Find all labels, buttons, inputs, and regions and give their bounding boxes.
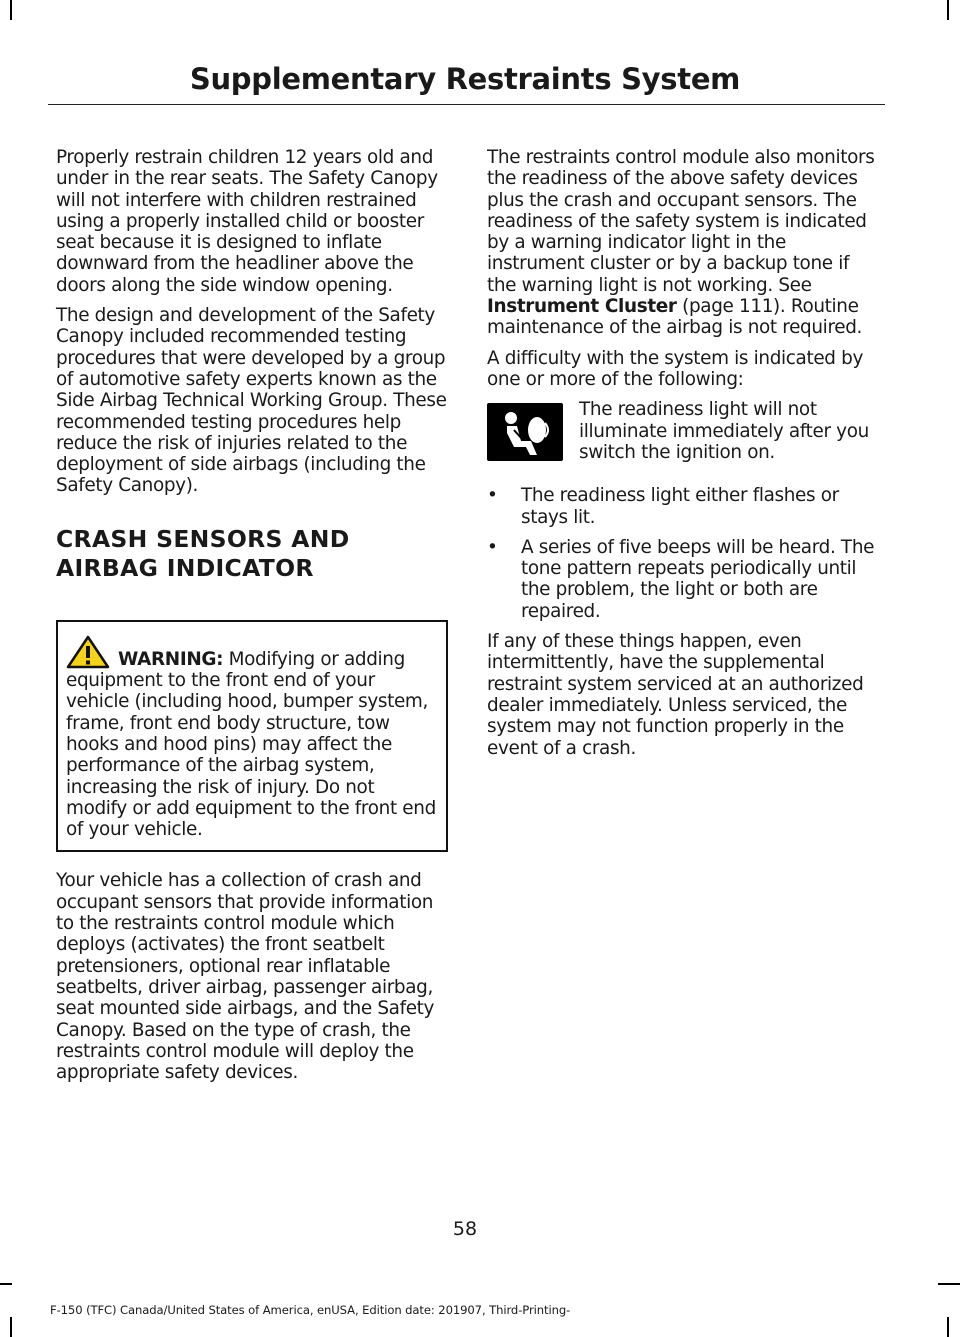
paragraph-design-testing: The design and development of the Safety Canopy included recommended testing procedures that were developed by a group of automotive safety experts known as the Side Airbag Technical Working Group. These recommended testing procedures help reduce the risk of injuries related to the deployment of side airbags (including the Safety Canopy). [56, 305, 447, 497]
crop-mark-bottom-right [947, 1317, 949, 1337]
list-item-text: The readiness light either flashes or stays lit. [521, 485, 839, 528]
header-divider [48, 104, 885, 105]
list-item [487, 537, 882, 622]
symptom-list [487, 485, 882, 622]
crop-mark-top-left [10, 0, 12, 20]
paragraph-difficulty: A difficulty with the system is indicated by one or more of the following: [487, 347, 863, 390]
bullet-marker: • [487, 485, 498, 507]
paragraph-child-restraint: Properly restrain children 12 years old and under in the rear seats. The Safety Canopy will not interfere with children restrained using a properly installed child or booster seat because it is designed to inflate downward from the headliner above the doors along the side window opening. [56, 147, 438, 296]
airbag-readiness-text: The readiness light will not illuminate immediately after you switch the ignition on. [579, 399, 869, 463]
left-column [56, 147, 448, 1092]
paragraph-crash-sensors: Your vehicle has a collection of crash and occupant sensors that provide information to the restraints control module which deploys (activates) the front seatbelt pretensioners, optional rear inflatable seatbelts, driver airbag, passenger airbag, seat mounted side airbags, and the Safety Canopy. Based on the type of crash, the restraints control module will deploy the appropriate safety devices. [56, 870, 435, 1084]
list-item [487, 485, 882, 528]
warning-box [56, 620, 448, 853]
airbag-warning-icon [487, 403, 563, 461]
bullet-marker: • [487, 536, 498, 558]
page-title: Supplementary Restraints System [189, 62, 741, 96]
paragraph-service: If any of these things happen, even intermittently, have the supplemental restraint system serviced at an authorized dealer immediately. Unless serviced, the system may not function properly in the event of a crash. [487, 631, 864, 759]
readiness-text-start: The restraints control module also monitors the readiness of the above safety devices plus the crash and occupant sensors. The readiness of the safety system is indicated by a warning indicator light in the instrument cluster or by a backup tone if the warning light is not working. See [487, 147, 875, 296]
page-number: 58 [452, 1218, 478, 1240]
warning-label: WARNING: [118, 648, 224, 670]
paragraph-readiness [487, 147, 882, 339]
right-column [487, 147, 882, 768]
airbag-readiness-item [487, 399, 882, 465]
crop-mark-right-side [938, 1283, 960, 1285]
crop-mark-left-side [0, 1283, 12, 1285]
warning-text: Modifying or adding equipment to the front end of your vehicle (including hood, bumper system, frame, front end body structure, tow hooks and hood pins) may affect the performance of the airbag system, increasing the risk of injury. Do not modify or add equipment to the front end of your vehicle. [66, 648, 436, 841]
instrument-cluster-link[interactable]: Instrument Cluster [487, 296, 677, 318]
crop-mark-top-right [947, 0, 949, 20]
list-item-text: A series of five beeps will be heard. The tone pattern repeats periodically until the problem, the light or both are repaired. [521, 536, 875, 622]
crop-mark-bottom-left [10, 1317, 12, 1337]
warning-triangle-icon [66, 635, 110, 669]
readiness-text-end: (page 111). Routine maintenance of the airbag is not required. [487, 296, 863, 339]
footer-edition-info: F-150 (TFC) Canada/United States of America, enUSA, Edition date: 201907, Third-Printing- [50, 1303, 571, 1317]
section-heading: CRASH SENSORS AND AIRBAG INDICATOR [56, 524, 350, 582]
